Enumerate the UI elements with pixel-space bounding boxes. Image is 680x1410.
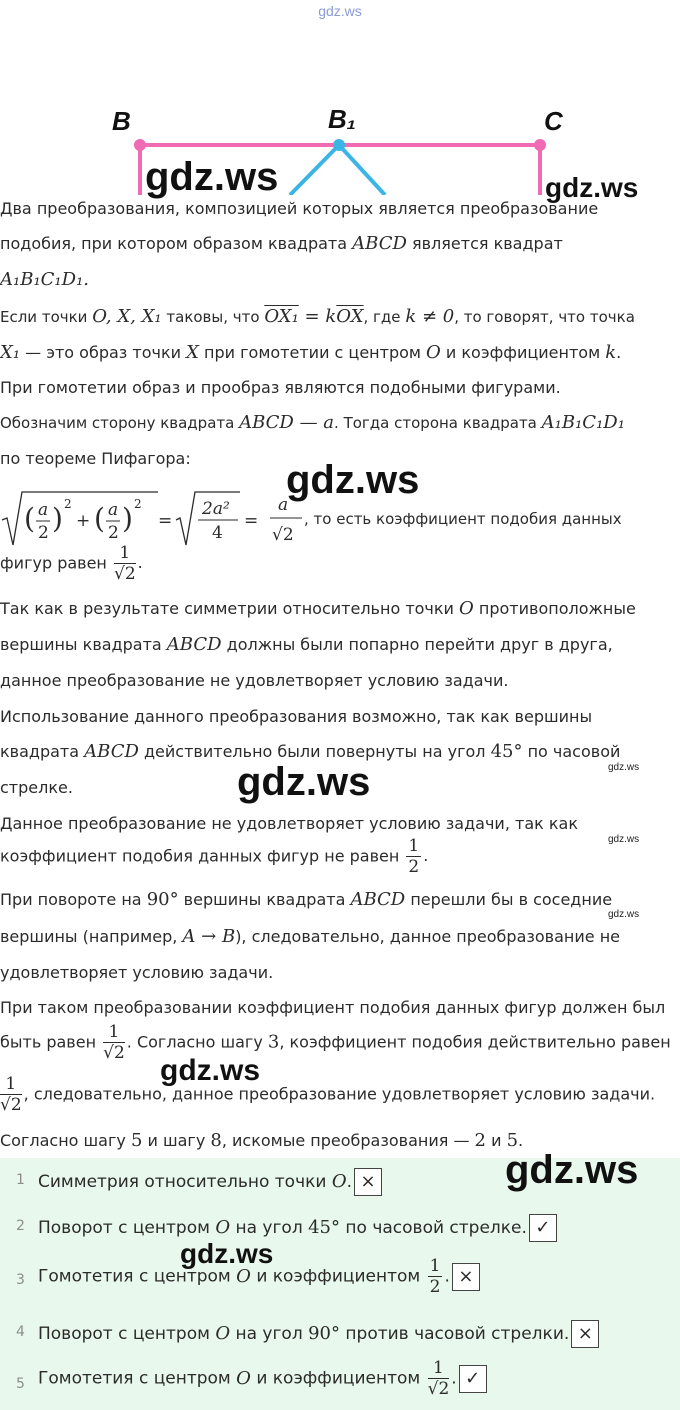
angle-right-side [339, 145, 385, 195]
watermark: gdz.ws [180, 1238, 274, 1269]
answer-row [0, 1356, 680, 1410]
watermark-small: gdz.ws [608, 762, 640, 773]
text-line: Обозначим сторону квадрата ABCD — a. Тогда сторона квадрата A₁B₁C₁D₁ [0, 412, 625, 433]
text-line: стрелке. [0, 778, 73, 797]
svg-text:): ) [122, 502, 133, 535]
text-line: Если точки O, X, X₁ таковы, что $OX_1 = k\overline{OX}$, где k ≠ 0, то говорят, что точка [0, 306, 635, 327]
site-link[interactable]: gdz.ws [318, 3, 362, 19]
text-line: подобия, при котором образом квадрата ABCD является квадрат [0, 233, 563, 254]
text-line: При повороте на 90° вершины квадрата ABCD перешли бы в соседние [0, 889, 613, 910]
formula-a: a [108, 500, 119, 520]
answer-text: Гомотетия с центром O и коэффициентом $\frac{1}{2}$ . × [38, 1256, 480, 1297]
text-line: квадрата ABCD действительно были повернуты на угол 45° по часовой [0, 741, 621, 762]
text-line: фигур равен $\frac{1}{√2}$ . [0, 543, 143, 584]
text-line: $\frac{1}{√2}$ , следовательно, данное преобразование удовлетворяет условию задачи. [0, 1074, 656, 1115]
watermark-small: gdz.ws [608, 909, 640, 920]
text-line: по теореме Пифагора: [0, 449, 191, 468]
answer-text: Поворот с центром O на угол 90° против часовой стрелки. × [38, 1320, 599, 1348]
text-line: При таком преобразовании коэффициент подобия данных фигур должен был [0, 998, 666, 1017]
pythagoras-formula [0, 490, 310, 550]
label-c: C [544, 106, 563, 136]
answer-row [0, 1254, 680, 1304]
answer-number: 3 [16, 1272, 25, 1288]
formula-res-num: a [278, 495, 289, 515]
text-line: быть равен $\frac{1}{√2}$ . Согласно шагу 3, коэффициент подобия действительно равен [0, 1022, 671, 1063]
text-line: Данное преобразование не удовлетворяет условию задачи, так как [0, 814, 578, 833]
svg-text:(: ( [94, 502, 105, 535]
watermark: gdz.ws [505, 1148, 639, 1192]
answer-text: Гомотетия с центром O и коэффициентом $\frac{1}{√2}$ . ✓ [38, 1358, 487, 1399]
text-line: Два преобразования, композицией которых является преобразование [0, 199, 599, 218]
formula-plus: + [76, 511, 91, 531]
answer-mark-box[interactable]: × [571, 1320, 599, 1348]
text-line: X₁ — это образ точки X при гомотетии с центром O и коэффициентом k. [0, 342, 622, 363]
label-b1: B₁ [328, 104, 356, 134]
text-line: вершины квадрата ABCD должны были попарно перейти друг в друга, [0, 634, 613, 655]
text-line: A₁B₁C₁D₁. [0, 269, 90, 290]
watermark: gdz.ws [160, 1054, 261, 1087]
answer-mark-box[interactable]: ✓ [529, 1214, 557, 1242]
svg-text:): ) [52, 502, 63, 535]
point-c [534, 139, 546, 151]
formula-rad-den: 4 [212, 523, 223, 543]
text-line: Согласно шагу 5 и шагу 8, искомые преобразования — 2 и 5. [0, 1130, 524, 1151]
text-line: При гомотетии образ и прообраз являются подобными фигурами. [0, 378, 561, 397]
answer-mark-box[interactable]: × [354, 1168, 382, 1196]
text-line: Использование данного преобразования возможно, так как вершины [0, 707, 593, 726]
angle-left-side [290, 145, 339, 195]
text-line: данное преобразование не удовлетворяет условию задачи. [0, 671, 509, 690]
formula-two: 2 [108, 523, 119, 543]
formula-exp: 2 [64, 497, 72, 511]
watermark: gdz.ws [237, 760, 371, 804]
formula-res-den: √2 [272, 525, 294, 545]
answer-text: Поворот с центром O на угол 45° по часовой стрелке. ✓ [38, 1214, 557, 1242]
answer-number: 1 [16, 1172, 25, 1188]
answer-number: 5 [16, 1376, 25, 1392]
watermark: gdz.ws [286, 458, 420, 502]
watermark-small: gdz.ws [608, 834, 640, 845]
formula-exp: 2 [134, 497, 142, 511]
answer-mark-box[interactable]: × [452, 1263, 480, 1291]
label-b: B [112, 106, 131, 136]
watermark: gdz.ws [545, 172, 639, 203]
formula-eq: = [158, 511, 173, 531]
text-line: Так как в результате симметрии относительно точки O противоположные [0, 598, 636, 619]
answer-text: Симметрия относительно точки O. × [38, 1168, 382, 1196]
point-b [134, 139, 146, 151]
answer-row [0, 1210, 680, 1244]
answer-number: 4 [16, 1324, 25, 1340]
text-line: удовлетворяет условию задачи. [0, 963, 274, 982]
answer-row [0, 1316, 680, 1350]
svg-text:(: ( [24, 502, 35, 535]
answer-number: 2 [16, 1218, 25, 1234]
text-line: вершины (например, A → B), следовательно, данное преобразование не [0, 926, 621, 947]
formula-eq: = [244, 511, 259, 531]
text-line: коэффициент подобия данных фигур не равен $\frac{1}{2}$ . [0, 836, 429, 877]
formula-rad-num: 2a² [202, 499, 230, 519]
formula-two: 2 [38, 523, 49, 543]
point-b1 [333, 139, 345, 151]
watermark: gdz.ws [145, 155, 279, 199]
formula-a: a [38, 500, 49, 520]
answers-panel [0, 1148, 680, 1410]
answer-mark-box[interactable]: ✓ [459, 1365, 487, 1393]
